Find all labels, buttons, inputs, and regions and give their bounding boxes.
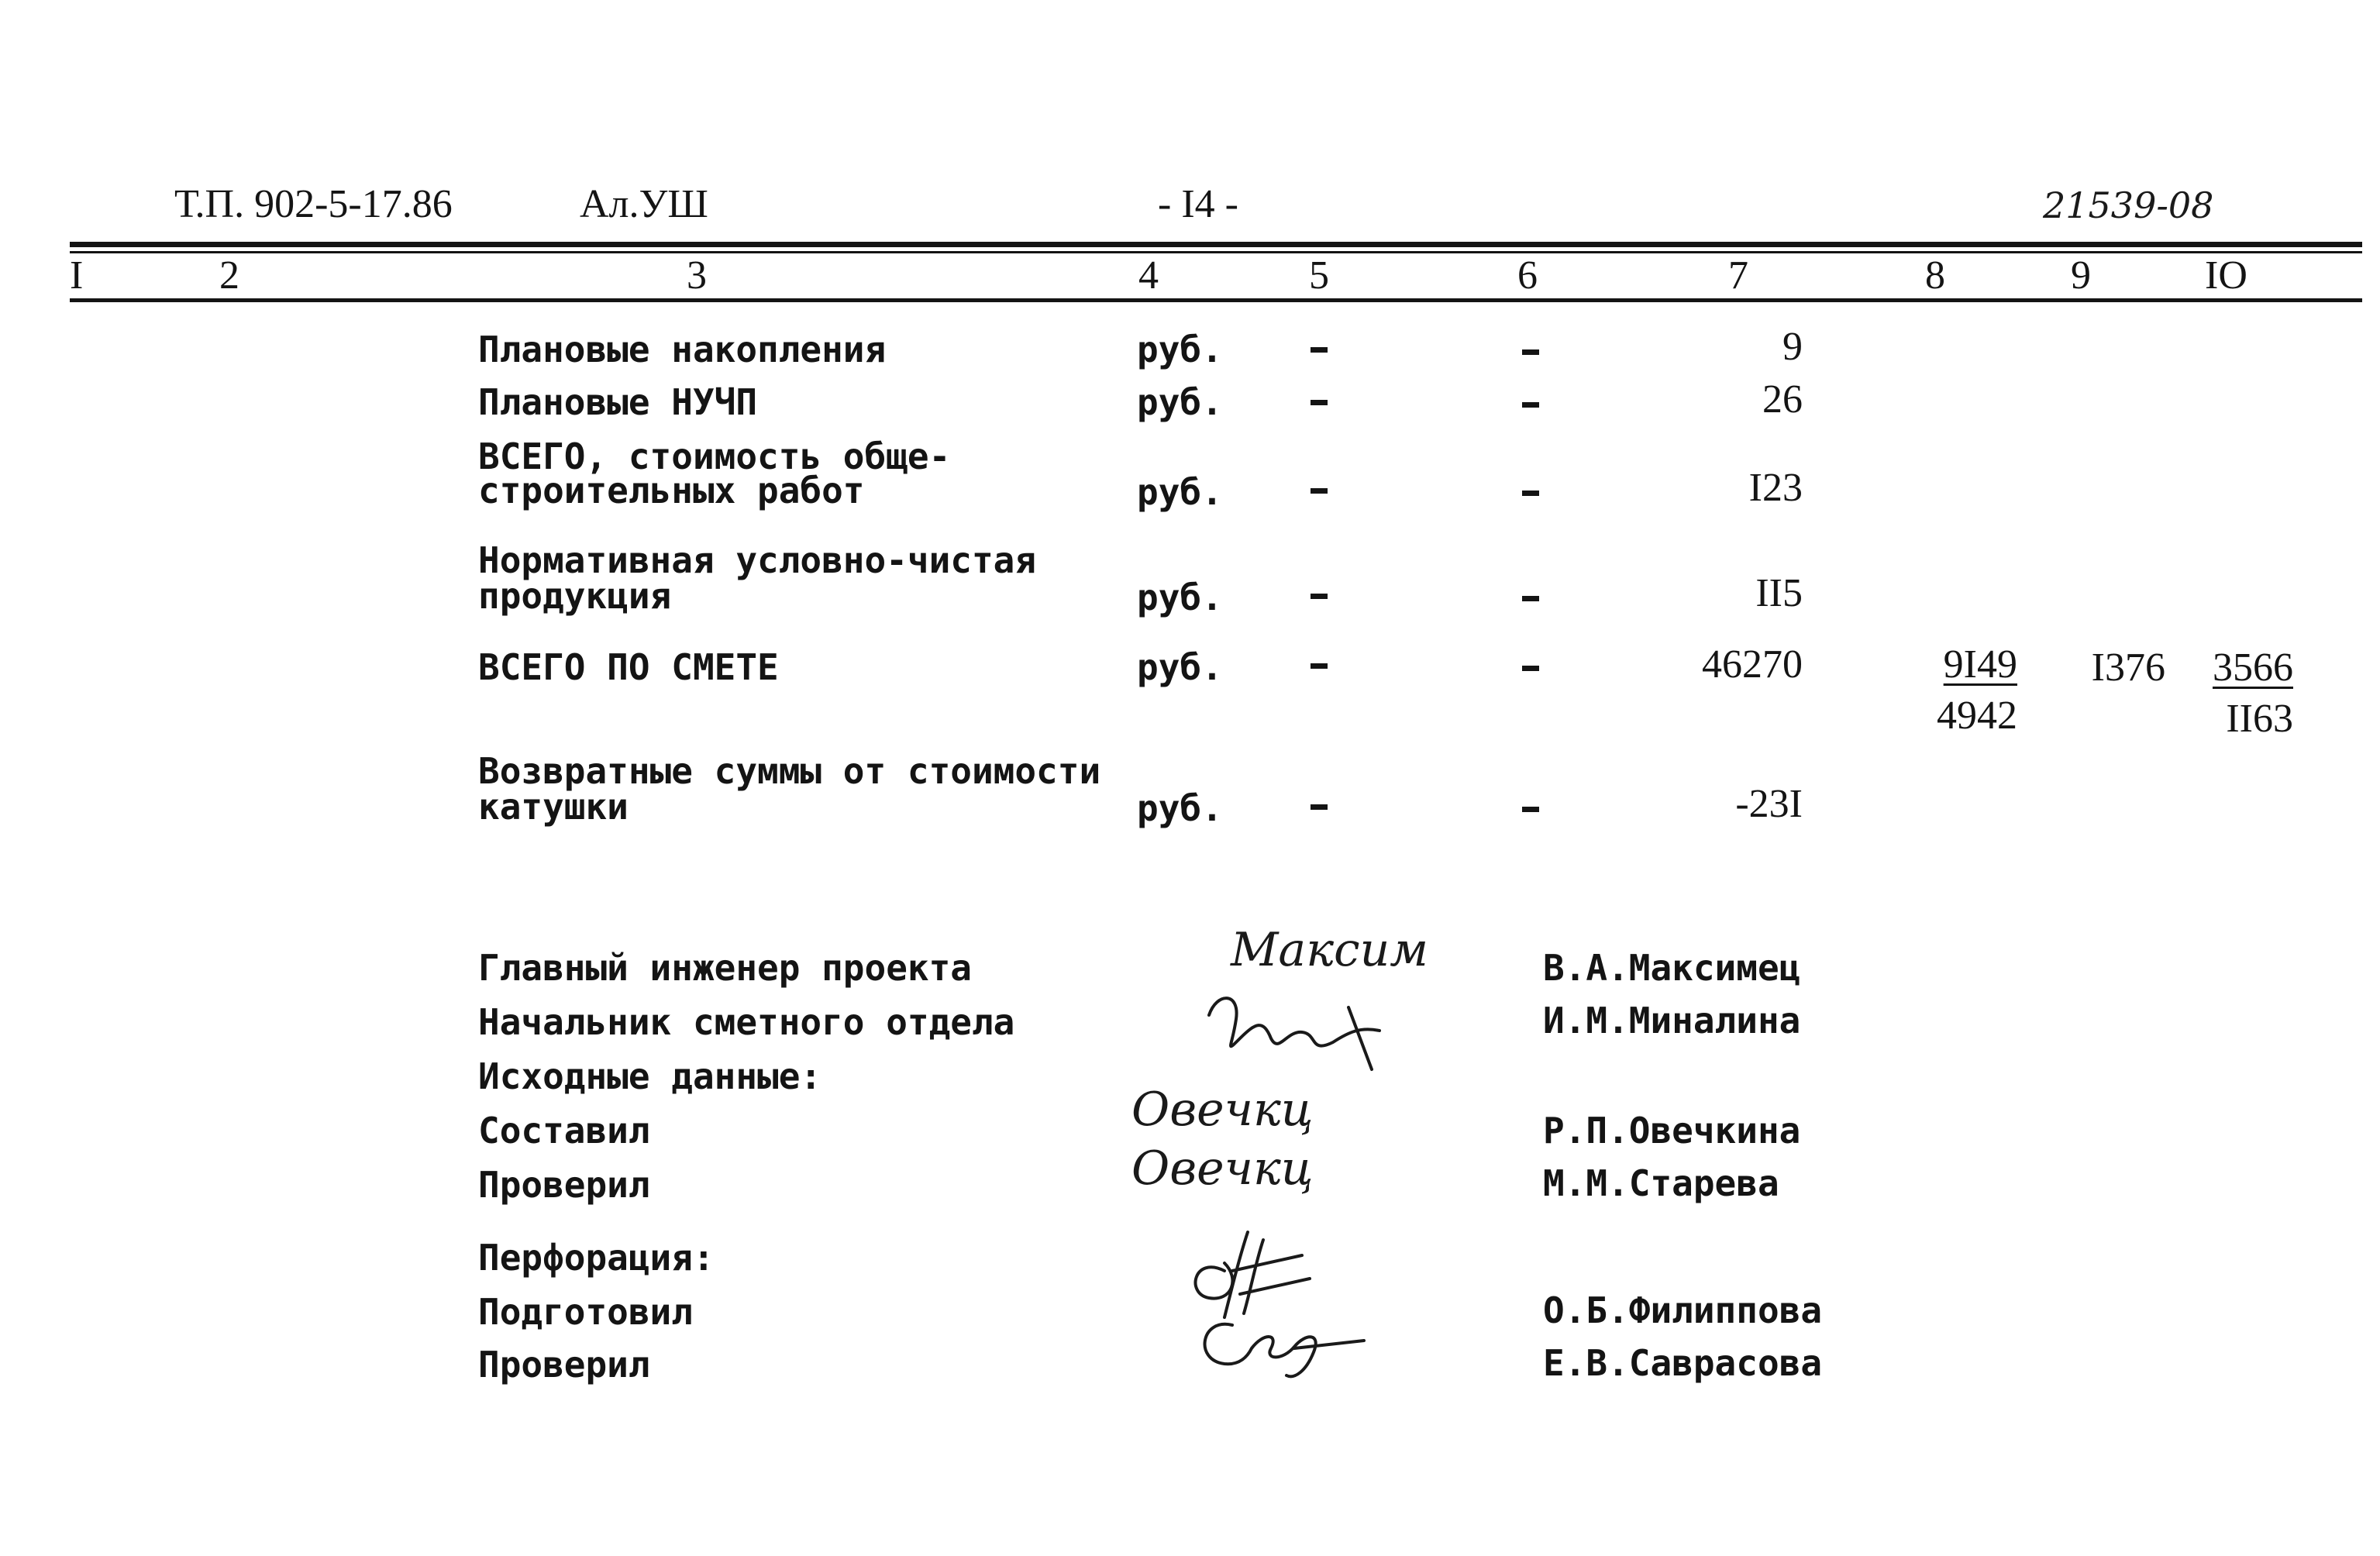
row-dash-col6 xyxy=(1522,666,1539,671)
row-name-line2: катушки xyxy=(478,786,629,828)
column-number-5: 5 xyxy=(1309,253,1329,298)
row-name-line2: продукция xyxy=(478,575,672,617)
checked2-name: Е.В.Саврасова xyxy=(1543,1342,1823,1384)
columns-rule-bottom xyxy=(70,298,2362,302)
column-number-4: 4 xyxy=(1138,253,1159,298)
column-number-6: 6 xyxy=(1517,253,1538,298)
row-value-col8-denominator: 4942 xyxy=(1937,694,2017,738)
row-value-col10-numerator: 3566 xyxy=(2213,645,2293,690)
row-dash-col5 xyxy=(1311,347,1328,353)
prepared-name: О.Б.Филиппова xyxy=(1543,1289,1823,1331)
row-value-col8-numerator: 9I49 xyxy=(1943,642,2017,687)
header-rule-thin xyxy=(70,251,2362,253)
inventory-number: 21539-08 xyxy=(2043,184,2214,226)
chief-engineer-signature: Максим xyxy=(1231,923,1429,977)
album-number: Ал.УШ xyxy=(580,182,708,226)
chief-engineer-name: В.А.Максимец xyxy=(1543,947,1801,989)
source-data-label: Исходные данные: xyxy=(478,1055,822,1097)
column-number-9: 9 xyxy=(2071,253,2091,298)
row-value-col9: I376 xyxy=(2091,645,2165,690)
row-dash-col6 xyxy=(1522,402,1539,408)
row-name: Плановые НУЧП xyxy=(478,381,758,423)
row-unit: руб. xyxy=(1137,646,1223,688)
row-value-col10-denominator: II63 xyxy=(2226,697,2293,741)
chief-engineer-label: Главный инженер проекта xyxy=(478,947,972,989)
compiled-name: Р.П.Овечкина xyxy=(1543,1110,1801,1152)
checked-name: М.М.Старева xyxy=(1543,1162,1779,1204)
row-unit: руб. xyxy=(1137,787,1223,829)
column-number-10: IO xyxy=(2205,253,2247,298)
column-number-8: 8 xyxy=(1925,253,1945,298)
perforation-signatures xyxy=(1178,1224,1379,1379)
checked-signature: Овечкц xyxy=(1131,1141,1314,1196)
row-dash-col5 xyxy=(1311,488,1328,494)
row-value-col7: -23I xyxy=(1735,782,1803,826)
row-dash-col6 xyxy=(1522,491,1539,496)
column-number-7: 7 xyxy=(1728,253,1748,298)
row-name: Возвратные суммы от стоимости xyxy=(478,750,1101,792)
checked-label: Проверил xyxy=(478,1164,650,1206)
row-unit: руб. xyxy=(1137,329,1223,370)
row-name: ВСЕГО, стоимость обще- xyxy=(478,435,951,477)
row-unit: руб. xyxy=(1137,381,1223,423)
estimates-head-signature xyxy=(1193,984,1410,1077)
checked2-label: Проверил xyxy=(478,1344,650,1386)
row-value-col7: 9 xyxy=(1782,325,1803,369)
row-name: ВСЕГО ПО СМЕТЕ xyxy=(478,646,779,688)
prepared-label: Подготовил xyxy=(478,1291,693,1333)
row-dash-col5 xyxy=(1311,594,1328,599)
estimates-head-label: Начальник сметного отдела xyxy=(478,1001,1015,1043)
compiled-label: Составил xyxy=(478,1110,650,1152)
row-dash-col6 xyxy=(1522,807,1539,812)
row-name: Плановые накопления xyxy=(478,329,887,370)
estimates-head-name: И.М.Миналина xyxy=(1543,1000,1801,1041)
row-value-col7: II5 xyxy=(1755,571,1803,615)
header-rule-top xyxy=(70,242,2362,247)
row-name-line2: строительных работ xyxy=(478,470,865,511)
row-value-col7: 46270 xyxy=(1702,642,1803,687)
column-number-1: I xyxy=(70,253,84,298)
page-number: - I4 - xyxy=(1158,182,1238,226)
row-name: Нормативная условно-чистая xyxy=(478,539,1037,581)
row-value-col7: 26 xyxy=(1762,377,1803,422)
row-dash-col5 xyxy=(1311,804,1328,810)
row-dash-col6 xyxy=(1522,349,1539,355)
row-dash-col5 xyxy=(1311,400,1328,405)
column-number-2: 2 xyxy=(219,253,239,298)
row-dash-col5 xyxy=(1311,663,1328,669)
row-unit: руб. xyxy=(1137,577,1223,618)
row-dash-col6 xyxy=(1522,596,1539,601)
row-unit: руб. xyxy=(1137,471,1223,513)
perforation-label: Перфорация: xyxy=(478,1237,715,1279)
document-code: Т.П. 902-5-17.86 xyxy=(174,182,453,226)
column-number-3: 3 xyxy=(687,253,707,298)
compiled-signature: Овечкц xyxy=(1131,1083,1314,1137)
row-value-col7: I23 xyxy=(1748,466,1803,510)
